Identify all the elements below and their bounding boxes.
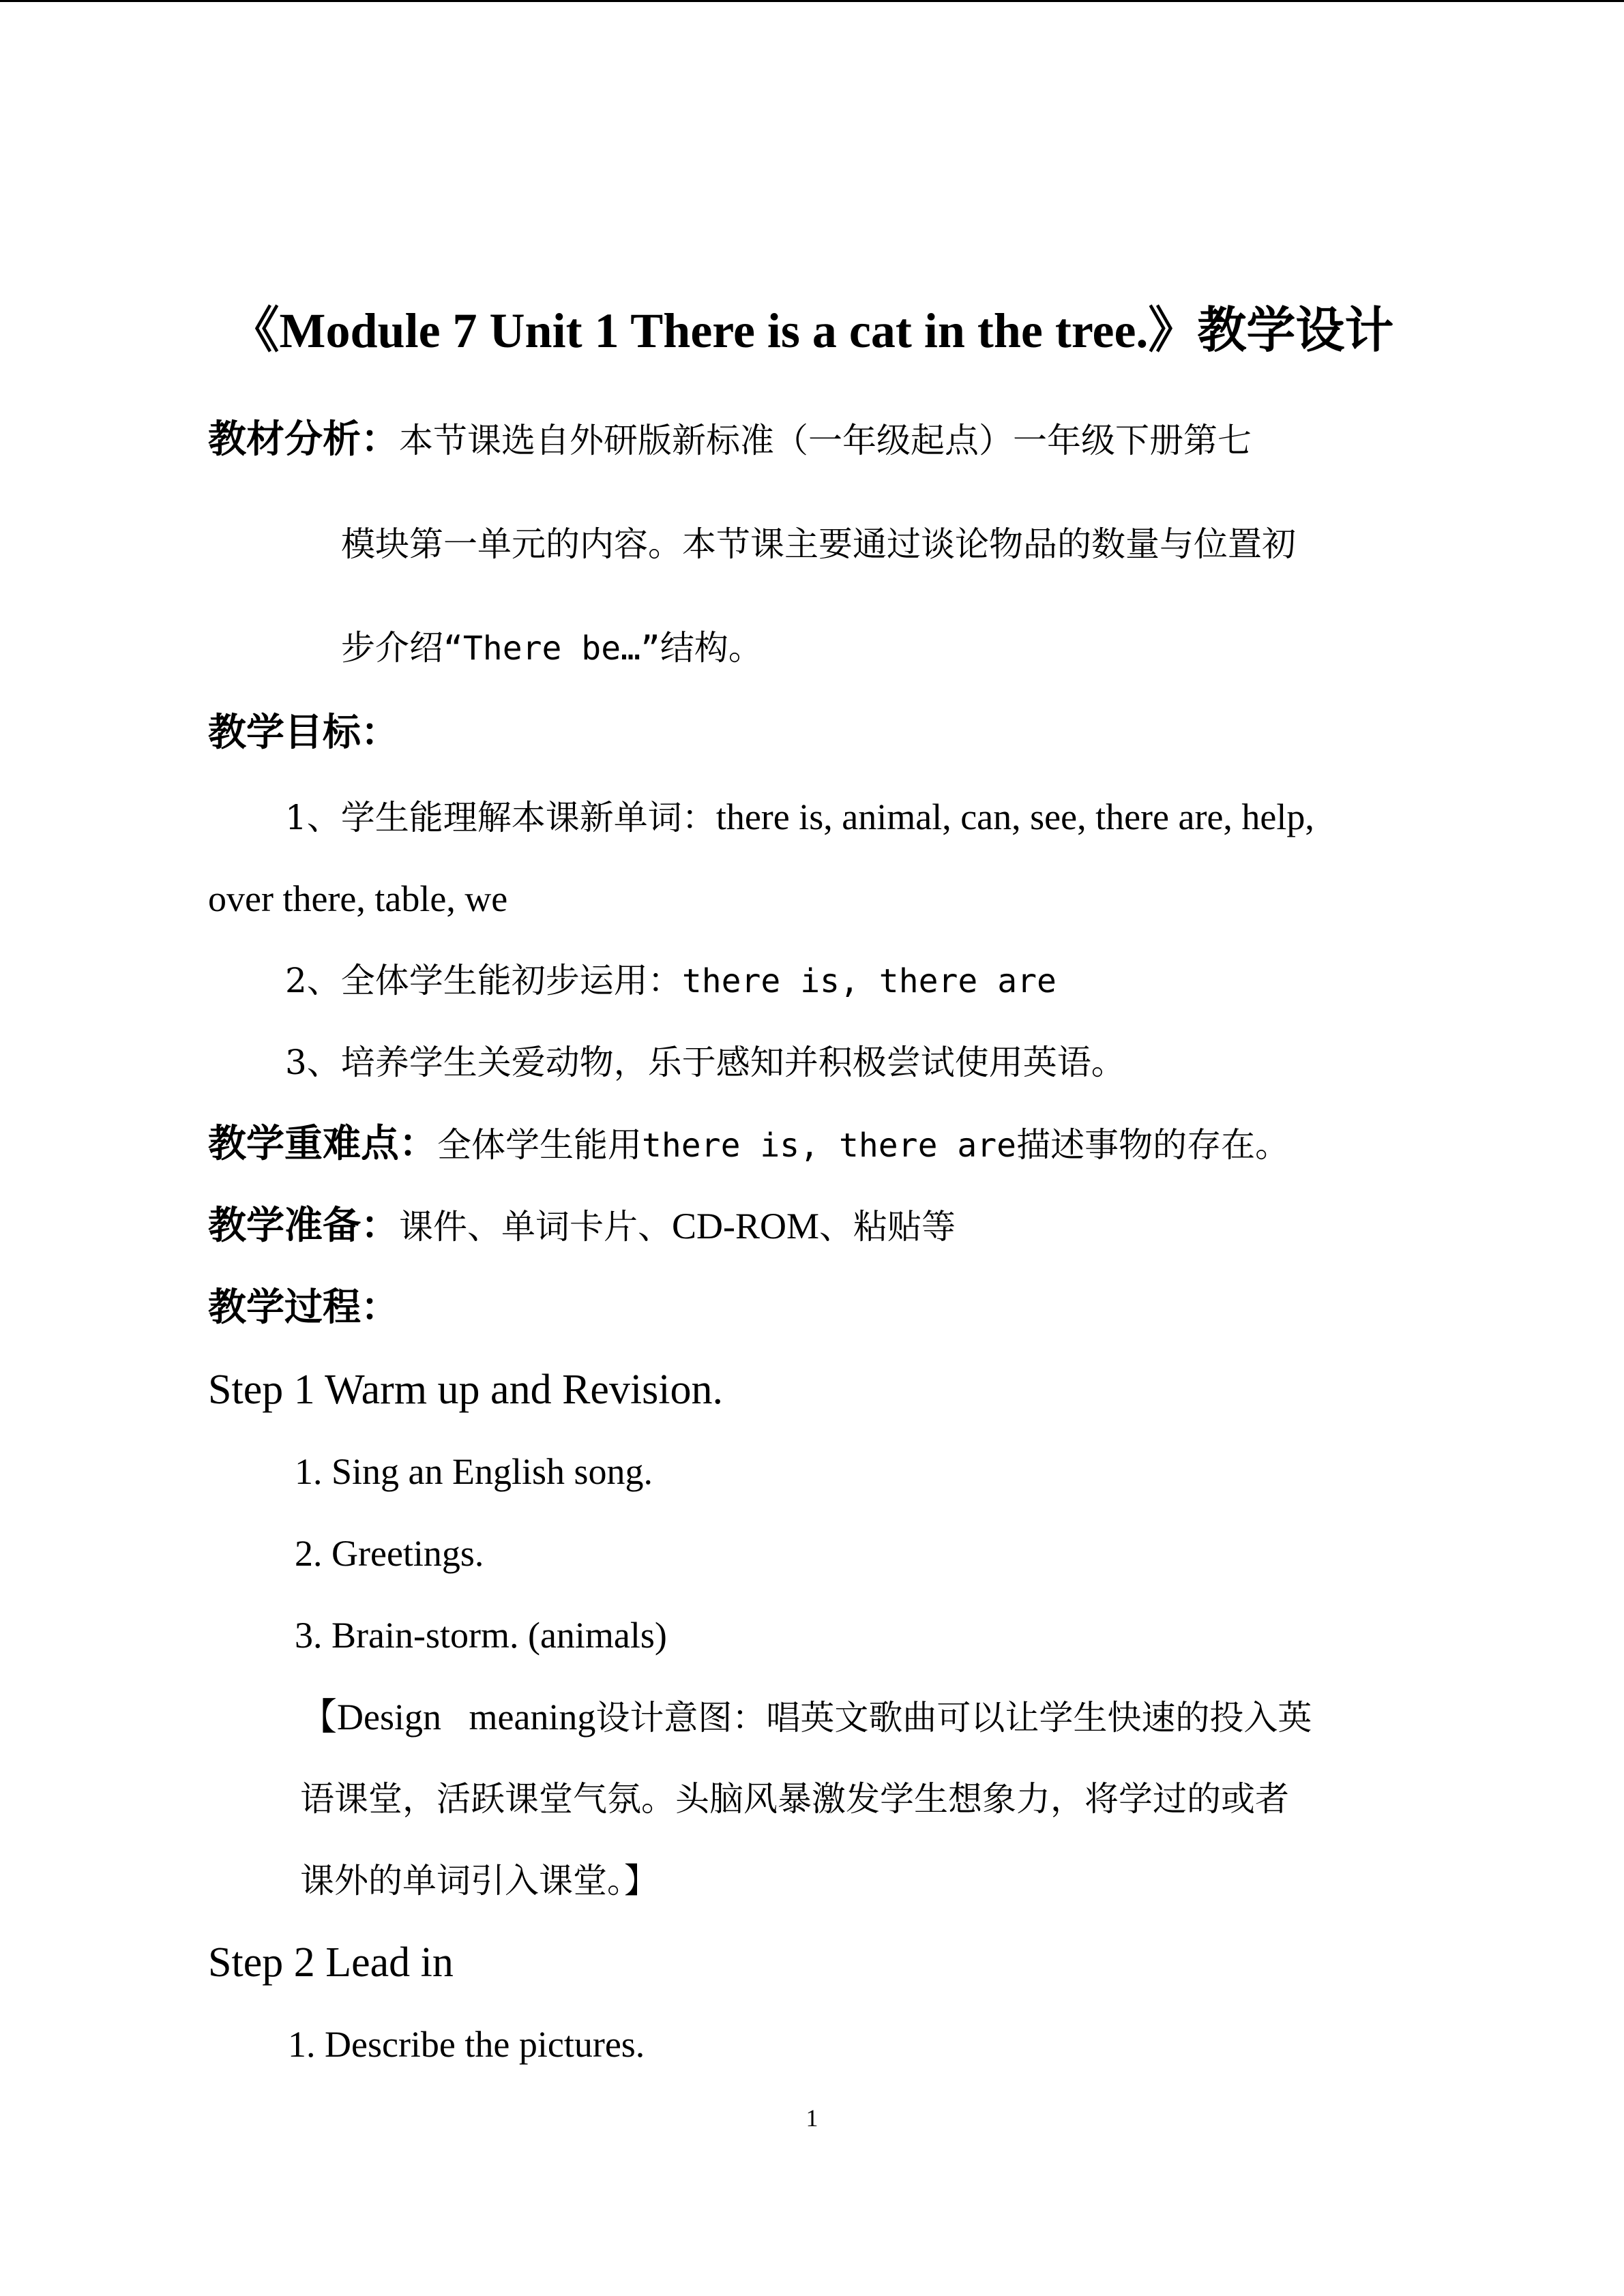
analysis-there-be: “There be…” (443, 629, 660, 668)
objective-item-2 (285, 953, 1057, 1016)
objective-item-3: 3、培养学生关爱动物，乐于感知并积极尝试使用英语。 (285, 1043, 1125, 1082)
key-points-label: 教学重难点： (208, 1122, 437, 1166)
step-2-heading: Step 2 Lead in (208, 1939, 454, 1986)
analysis-text-1: 本节课选自外研版新标准（一年级起点）一年级下册第七 (399, 421, 1252, 460)
design-meaning-text-1: 设计意图：唱英文歌曲可以让学生快速的投入英 (595, 1698, 1312, 1738)
key-points-text-a: 全体学生能用 (437, 1125, 642, 1165)
analysis-text-3a: 步介绍 (341, 628, 443, 668)
preparation-cdrom: CD-ROM (672, 1206, 820, 1247)
key-points-line (208, 1117, 1289, 1180)
step-1-item-2: 2. Greetings. (295, 1533, 484, 1574)
preparation-label: 教学准备： (208, 1204, 399, 1248)
analysis-text-3c: 结构。 (660, 628, 763, 668)
objective-1-words: there is, animal, can, see, there are, help, (715, 796, 1314, 837)
process-label: 教学过程： (208, 1285, 399, 1330)
objectives-label: 教学目标： (208, 711, 399, 755)
preparation-text-c: 、粘贴等 (819, 1207, 956, 1247)
analysis-label: 教材分析： (208, 417, 399, 462)
design-meaning-line-3: 课外的单词引入课堂。】 (300, 1861, 658, 1900)
preparation-text-a: 课件、单词卡片、 (399, 1207, 672, 1247)
objective-2-prefix: 2、全体学生能初步运用： (285, 961, 682, 1000)
step-1-item-1: 1. Sing an English song. (295, 1451, 653, 1492)
objective-item-1 (285, 790, 1314, 853)
preparation-line (208, 1199, 956, 1262)
top-border-rule (0, 0, 1624, 2)
step-1-heading: Step 1 Warm up and Revision. (208, 1367, 724, 1413)
objective-1-prefix: 1、学生能理解本课新单词： (285, 798, 716, 837)
analysis-line-2: 模块第一单元的内容。本节课主要通过谈论物品的数量与位置初 (341, 524, 1296, 564)
design-meaning-line-2: 语课堂，活跃课堂气氛。头脑风暴激发学生想象力，将学过的或者 (300, 1779, 1289, 1819)
key-points-words: there is, there are (642, 1127, 1017, 1165)
step-1-item-3: 3. Brain-storm. (animals) (295, 1615, 667, 1656)
objective-item-1-continued: over there, table, we (208, 878, 508, 919)
objective-2-words: there is, there are (681, 962, 1057, 1000)
analysis-line-3 (341, 621, 763, 683)
key-points-text-c: 描述事物的存在。 (1016, 1125, 1290, 1165)
document-title: 《Module 7 Unit 1 There is a cat in the tree.》教学设计 (230, 303, 1394, 358)
design-meaning-label: 【Design meaning (300, 1697, 596, 1738)
design-meaning-line-1 (300, 1690, 1312, 1753)
step-2-item-1: 1. Describe the pictures. (288, 2024, 645, 2065)
page-number: 1 (806, 2104, 818, 2132)
analysis-line-1 (208, 413, 1252, 476)
